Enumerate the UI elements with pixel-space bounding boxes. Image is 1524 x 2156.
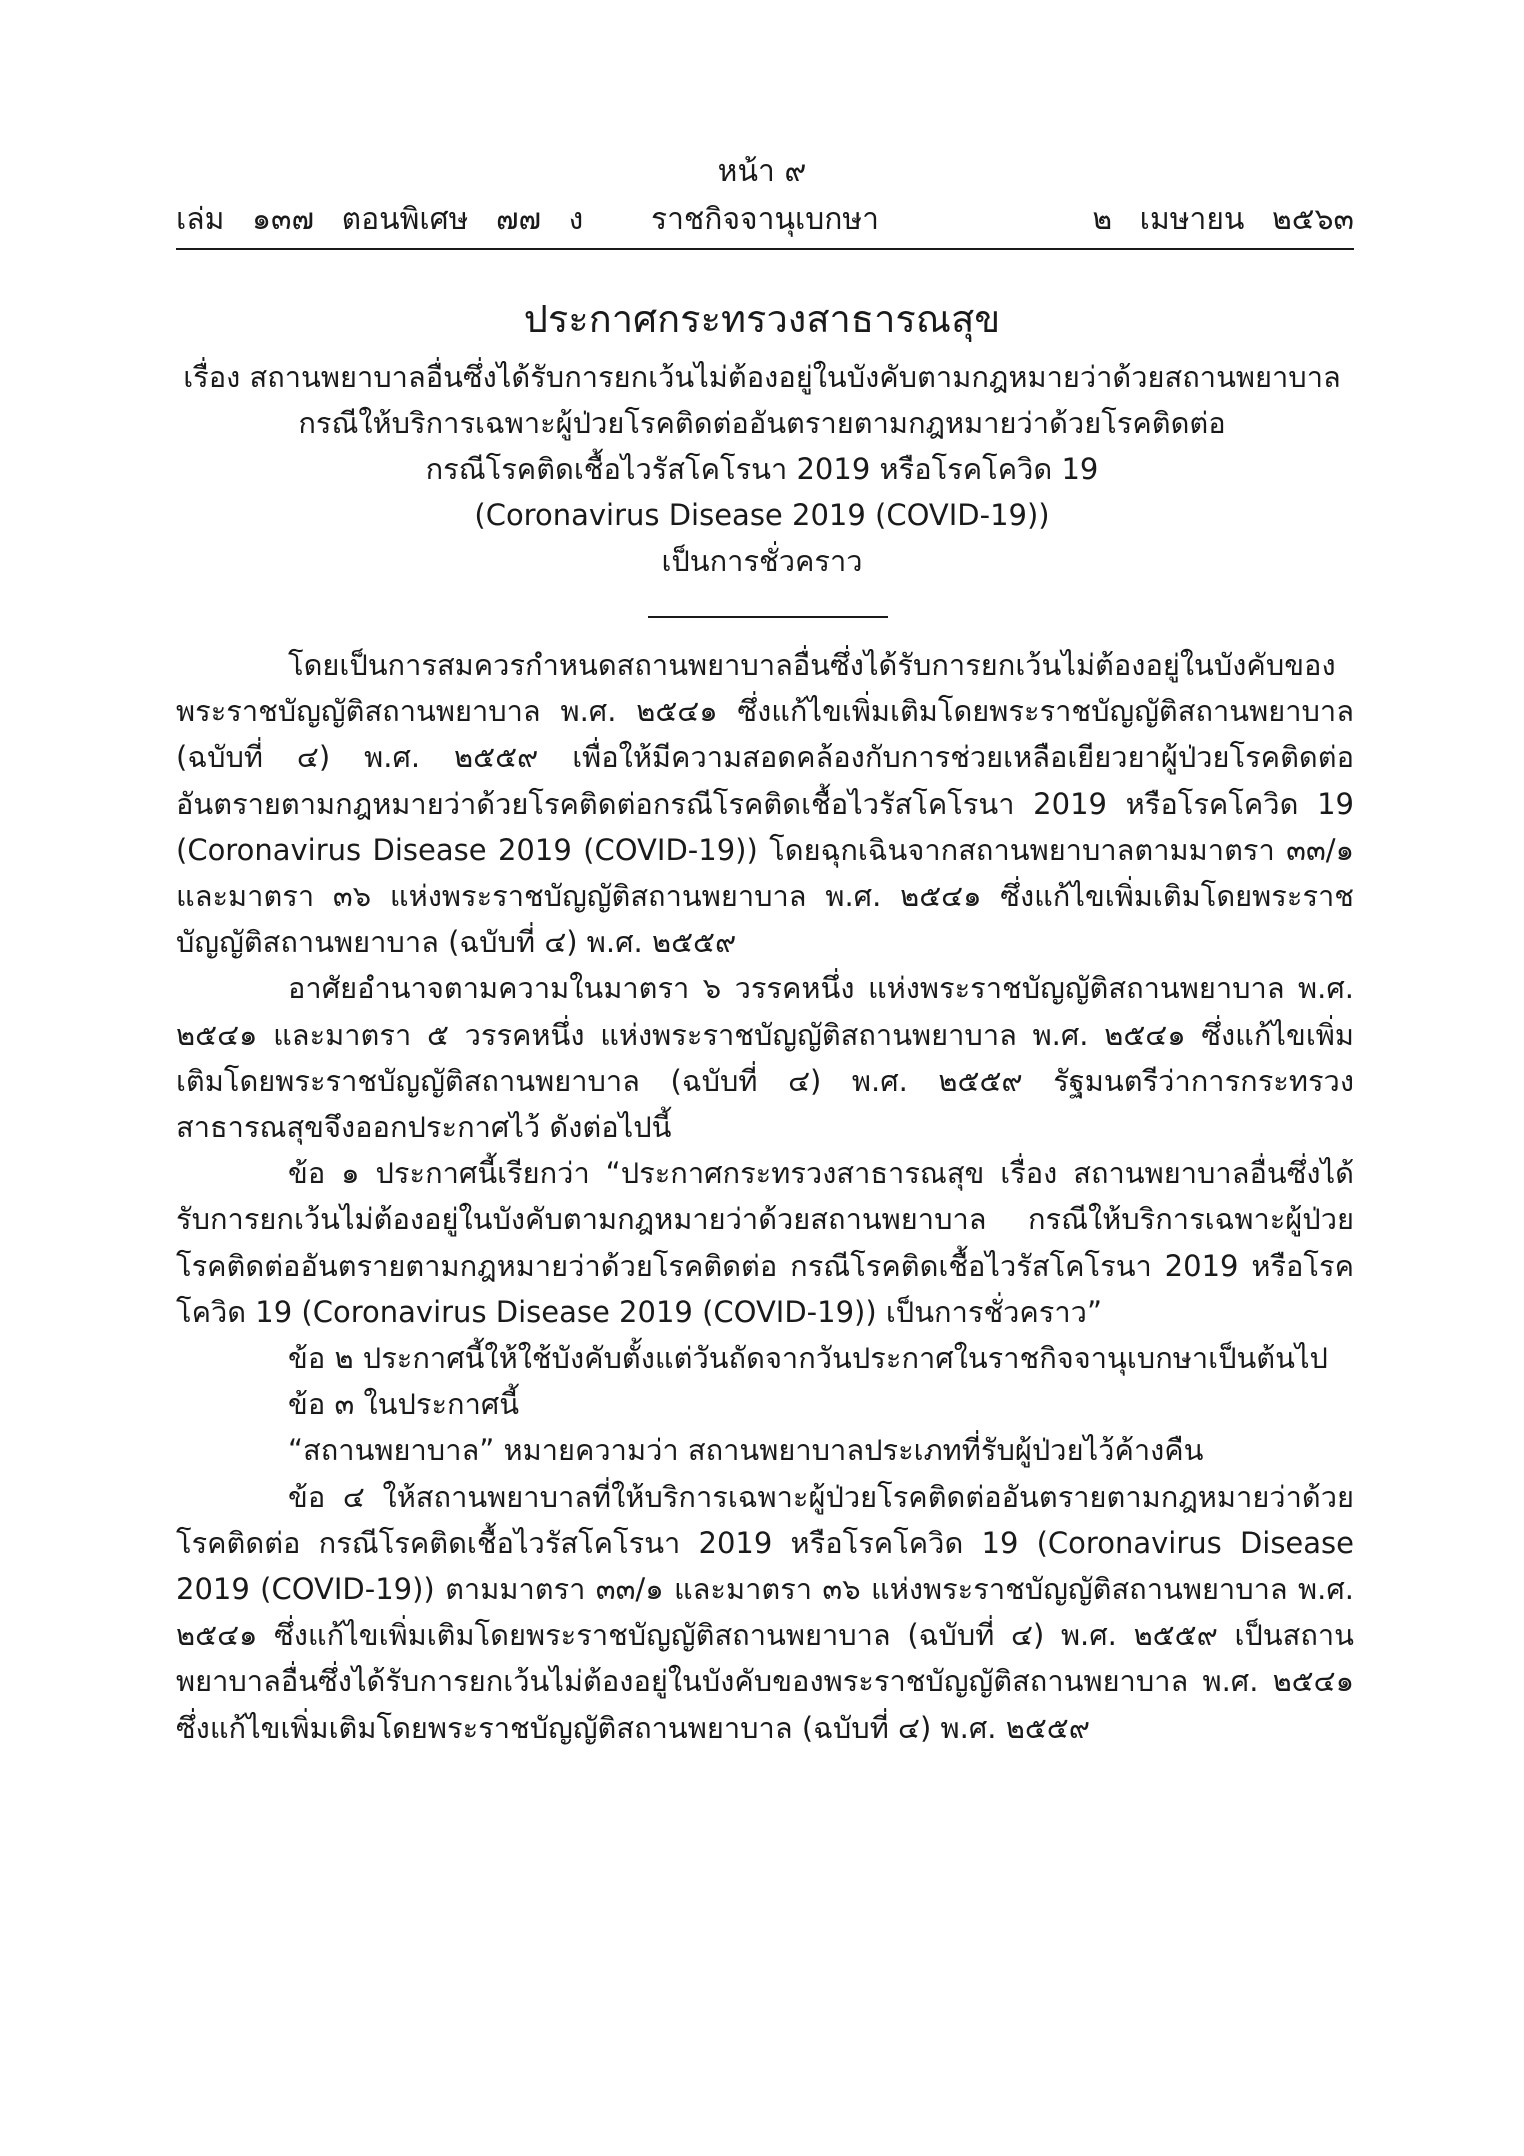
clause-1: ข้อ ๑ ประกาศนี้เรียกว่า “ประกาศกระทรวงสาธารณสุข เรื่อง สถานพยาบาลอื่นซึ่งได้รับการยกเว้นไม่ต้องอยู่ในบังคับตามกฎหมายว่าด้วยสถานพยาบาล กรณีให้บริการเฉพาะผู้ป่วยโรคติดต่ออันตรายตามกฎหมายว่าด้วยโรคติดต่อ กรณีโรคติดเชื้อไวรัสโคโรนา 2019 หรือโรคโควิด 19 (Coronavirus Disease 2019 (COVID-19)) เป็นการชั่วคราว”	[176, 1156, 1354, 1329]
gazette-header	[176, 198, 1354, 242]
page-number: หน้า ๙	[717, 154, 807, 189]
publication-date: ๒ เมษายน ๒๕๖๓	[1092, 202, 1354, 237]
clause-4: ข้อ ๔ ให้สถานพยาบาลที่ให้บริการเฉพาะผู้ป่วยโรคติดต่ออันตรายตามกฎหมายว่าด้วยโรคติดต่อ กรณีโรคติดเชื้อไวรัสโคโรนา 2019 หรือโรคโควิด 19 (Coronavirus Disease 2019 (COVID-19)) ตามมาตรา ๓๓/๑ และมาตรา ๓๖ แห่งพระราชบัญญัติสถานพยาบาล พ.ศ. ๒๕๔๑ ซึ่งแก้ไขเพิ่มเติมโดยพระราชบัญญัติสถานพยาบาล (ฉบับที่ ๔) พ.ศ. ๒๕๕๙ เป็นสถานพยาบาลอื่นซึ่งได้รับการยกเว้นไม่ต้องอยู่ในบังคับของพระราชบัญญัติสถานพยาบาล พ.ศ. ๒๕๔๑ ซึ่งแก้ไขเพิ่มเติมโดยพระราชบัญญัติสถานพยาบาล (ฉบับที่ ๔) พ.ศ. ๒๕๕๙	[176, 1479, 1354, 1745]
clause-2: ข้อ ๒ ประกาศนี้ให้ใช้บังคับตั้งแต่วันถัดจากวันประกาศในราชกิจจานุเบกษาเป็นต้นไป	[288, 1341, 1328, 1376]
authority-paragraph: อาศัยอำนาจตามความในมาตรา ๖ วรรคหนึ่ง แห่งพระราชบัญญัติสถานพยาบาล พ.ศ. ๒๕๔๑ และมาตรา ๕ วรรคหนึ่ง แห่งพระราชบัญญัติสถานพยาบาล พ.ศ. ๒๕๔๑ ซึ่งแก้ไขเพิ่มเติมโดยพระราชบัญญัติสถานพยาบาล (ฉบับที่ ๔) พ.ศ. ๒๕๕๙ รัฐมนตรีว่าการกระทรวงสาธารณสุขจึงออกประกาศไว้ ดังต่อไปนี้	[176, 971, 1354, 1145]
announcement-title: ประกาศกระทรวงสาธารณสุข	[523, 297, 1001, 341]
announcement-body	[176, 642, 1354, 1751]
gazette-name: ราชกิจจานุเบกษา	[650, 202, 880, 237]
subject-line: (Coronavirus Disease 2019 (COVID-19))	[474, 498, 1050, 532]
title-divider	[648, 616, 888, 618]
volume-info: เล่ม ๑๓๗ ตอนพิเศษ ๗๗ ง	[176, 202, 584, 237]
clause-3: ข้อ ๓ ในประกาศนี้	[288, 1387, 520, 1422]
subject-line: เป็นการชั่วคราว	[661, 544, 863, 578]
preamble-paragraph: โดยเป็นการสมควรกำหนดสถานพยาบาลอื่นซึ่งได้รับการยกเว้นไม่ต้องอยู่ในบังคับของพระราชบัญญัติสถานพยาบาล พ.ศ. ๒๕๔๑ ซึ่งแก้ไขเพิ่มเติมโดยพระราชบัญญัติสถานพยาบาล (ฉบับที่ ๔) พ.ศ. ๒๕๕๙ เพื่อให้มีความสอดคล้องกับการช่วยเหลือเยียวยาผู้ป่วยโรคติดต่ออันตรายตามกฎหมายว่าด้วยโรคติดต่อกรณีโรคติดเชื้อไวรัสโคโรนา 2019 หรือโรคโควิด 19 (Coronavirus Disease 2019 (COVID-19)) โดยฉุกเฉินจากสถานพยาบาลตามมาตรา ๓๓/๑ และมาตรา ๓๖ แห่งพระราชบัญญัติสถานพยาบาล พ.ศ. ๒๕๔๑ ซึ่งแก้ไขเพิ่มเติมโดยพระราชบัญญัติสถานพยาบาล (ฉบับที่ ๔) พ.ศ. ๒๕๕๙	[176, 648, 1354, 960]
definition-paragraph: “สถานพยาบาล” หมายความว่า สถานพยาบาลประเภทที่รับผู้ป่วยไว้ค้างคืน	[288, 1433, 1204, 1468]
subject-line: กรณีให้บริการเฉพาะผู้ป่วยโรคติดต่ออันตรายตามกฎหมายว่าด้วยโรคติดต่อ	[298, 406, 1226, 440]
subject-line: เรื่อง สถานพยาบาลอื่นซึ่งได้รับการยกเว้นไม่ต้องอยู่ในบังคับตามกฎหมายว่าด้วยสถานพยาบาล	[183, 360, 1341, 394]
subject-block	[110, 354, 1414, 584]
header-divider	[176, 248, 1354, 250]
subject-line: กรณีโรคติดเชื้อไวรัสโคโรนา 2019 หรือโรคโควิด 19	[425, 452, 1099, 486]
